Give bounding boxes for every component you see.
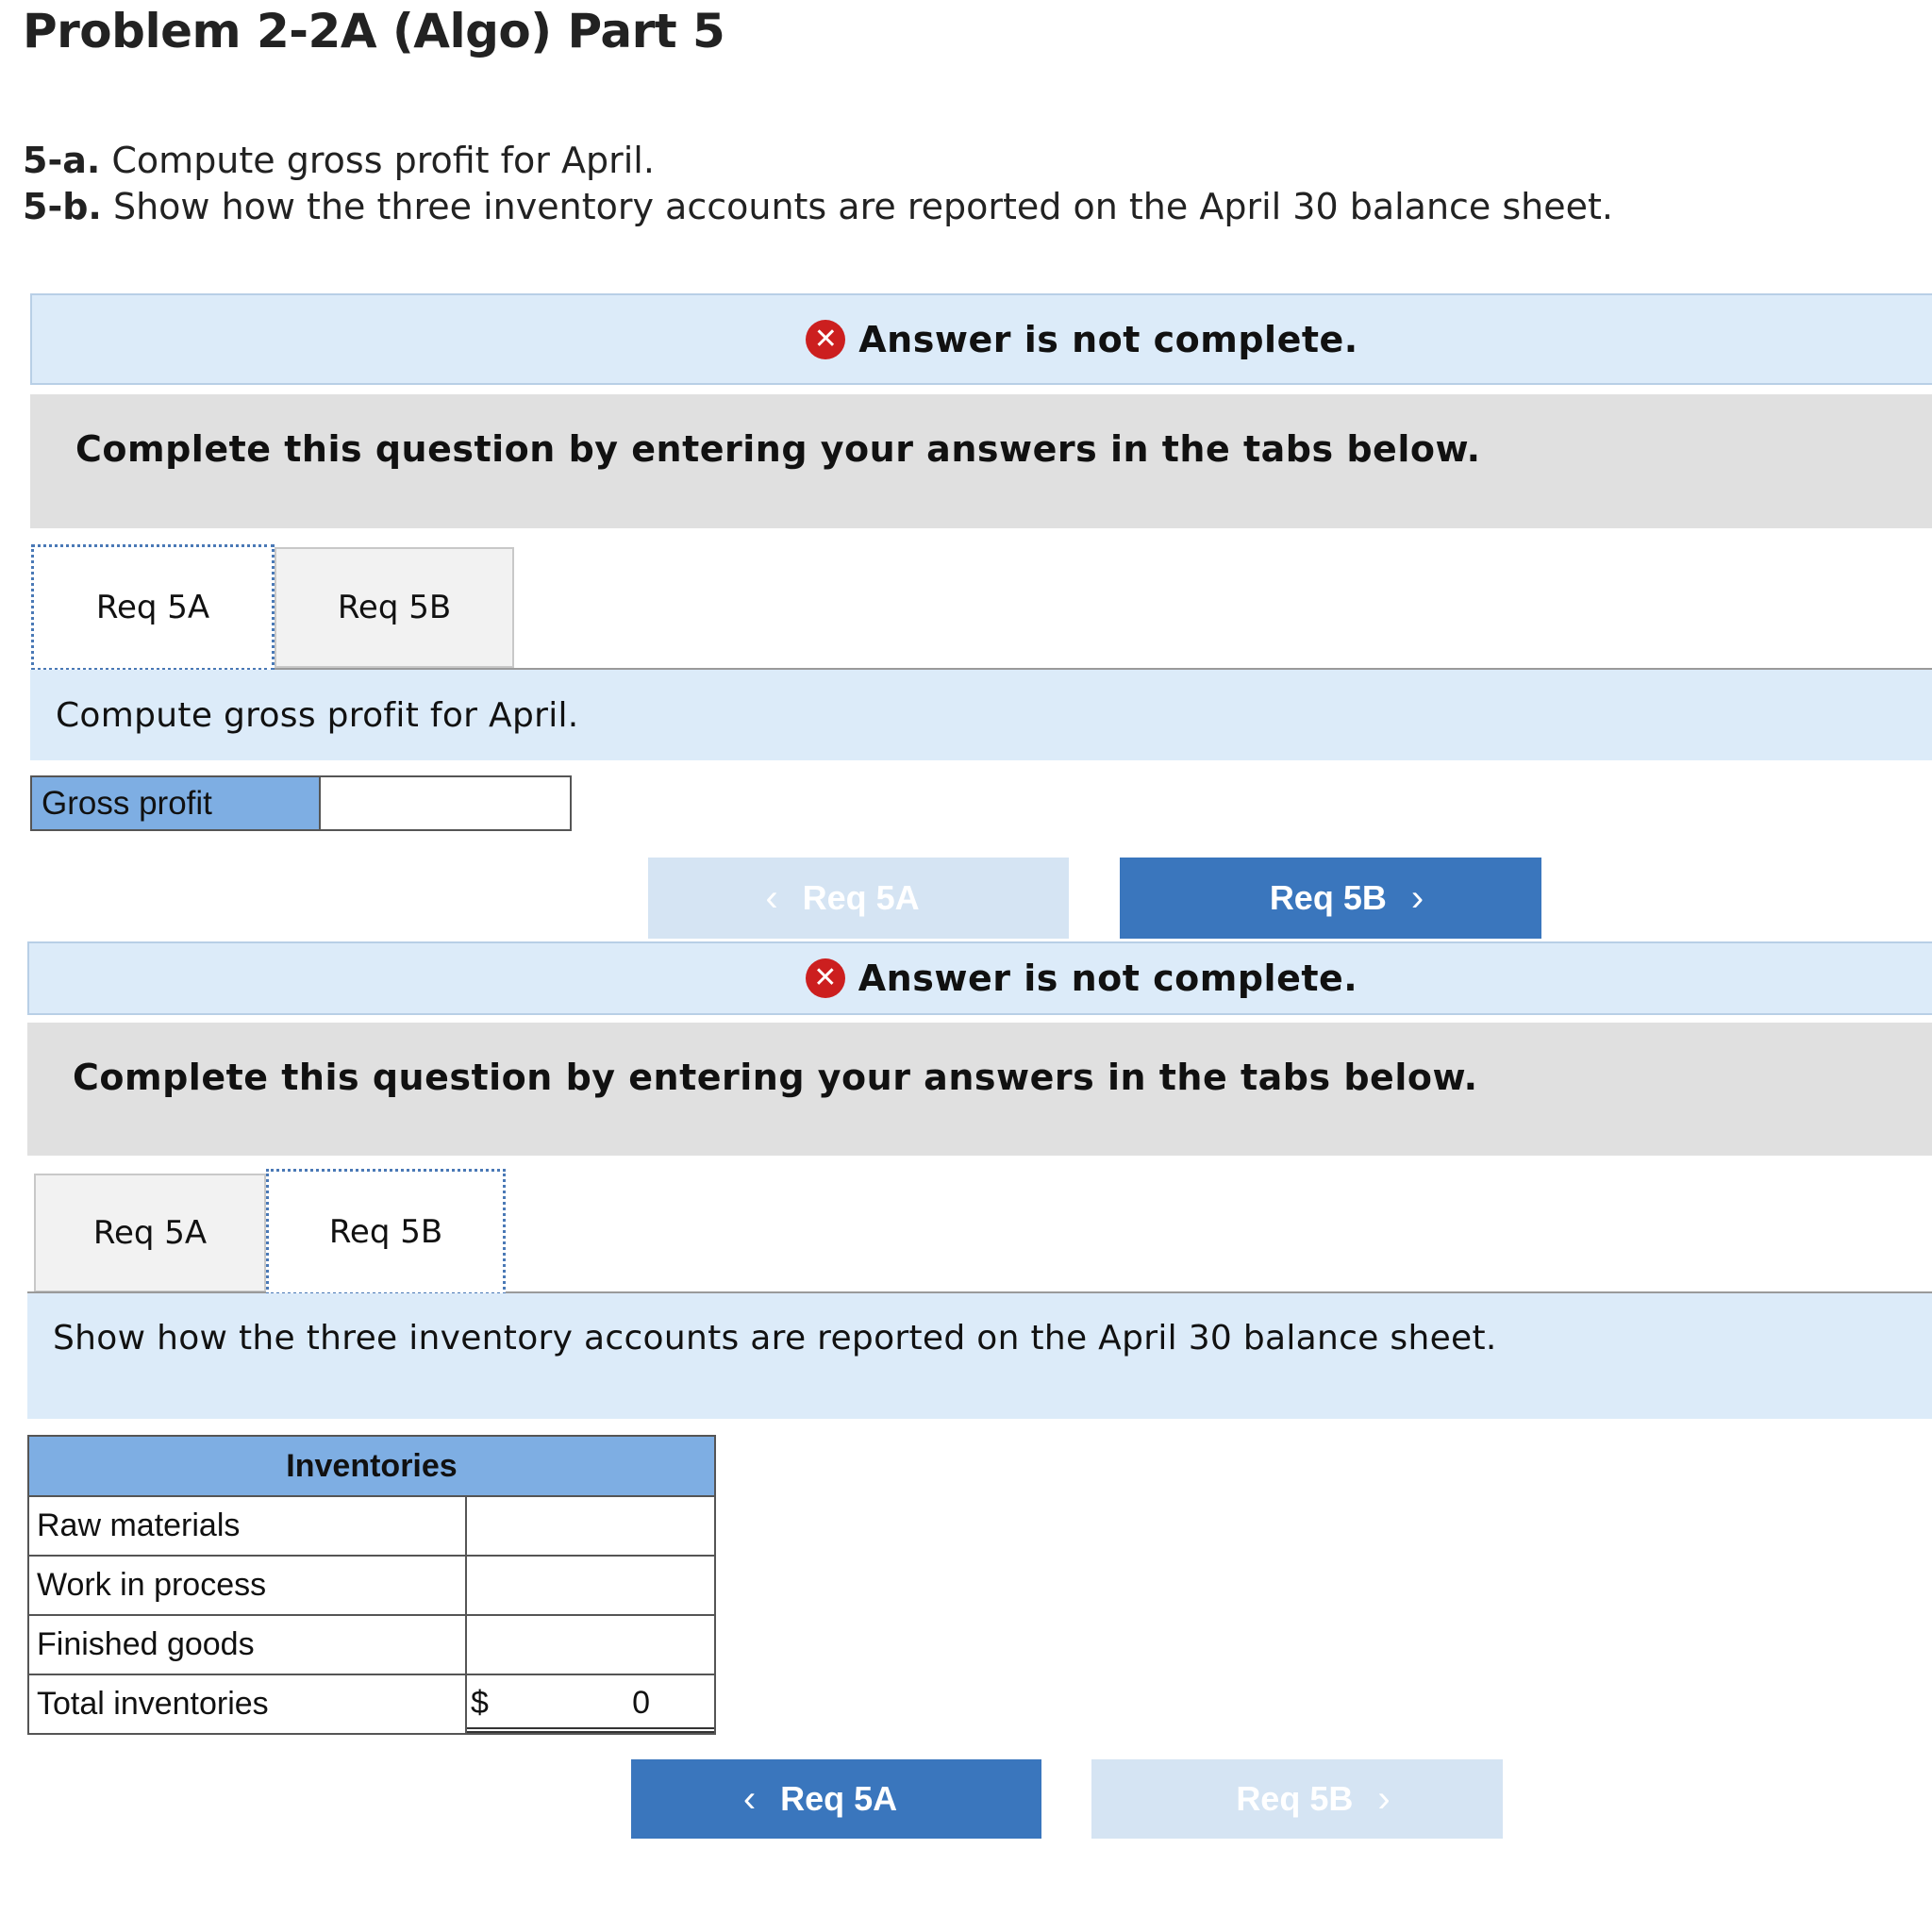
total-inventories-value: 0: [632, 1685, 650, 1721]
prompt-bar-b: [27, 1293, 1932, 1419]
prompt-text-b: Show how the three inventory accounts are reported on the April 30 balance sheet.: [53, 1319, 1497, 1357]
table-row: [28, 1496, 715, 1556]
button-label: Req 5B: [1236, 1779, 1354, 1818]
next-req-5b-button-a[interactable]: [1120, 858, 1541, 939]
tab-label: Req 5B: [328, 1213, 443, 1251]
question-5a: [23, 140, 655, 181]
total-inventories-label: Total inventories: [28, 1674, 466, 1734]
tab-req-5a[interactable]: [31, 544, 275, 671]
finished-goods-input[interactable]: [466, 1615, 715, 1674]
finished-goods-label: Finished goods: [28, 1615, 466, 1674]
gross-profit-label: Gross profit: [30, 775, 321, 831]
instructions-box-a: [30, 394, 1932, 528]
chevron-right-icon: ›: [1377, 1777, 1391, 1820]
table-row: [28, 1556, 715, 1615]
raw-materials-input[interactable]: [466, 1496, 715, 1556]
tab-req-5b[interactable]: [275, 547, 514, 668]
button-label: Req 5A: [802, 878, 920, 917]
status-banner-b: [27, 941, 1932, 1015]
tab-req-5b[interactable]: [266, 1169, 506, 1295]
work-in-process-label: Work in process: [28, 1556, 466, 1615]
instructions-text-b: Complete this question by entering your answers in the tabs below.: [73, 1057, 1478, 1098]
instructions-text-a: Complete this question by entering your answers in the tabs below.: [75, 428, 1481, 470]
button-label: Req 5B: [1269, 878, 1387, 917]
tab-label: Req 5A: [92, 1214, 208, 1252]
question-5a-text: Compute gross profit for April.: [111, 140, 655, 181]
status-banner-a: [30, 293, 1932, 385]
total-inventories-cell: [466, 1674, 715, 1734]
prev-req-5a-button-b[interactable]: [631, 1759, 1041, 1839]
next-req-5b-button-b[interactable]: [1091, 1759, 1503, 1839]
question-5a-label: 5-a.: [23, 140, 101, 181]
question-5b: [23, 186, 1613, 227]
error-icon: ✕: [806, 320, 845, 359]
gross-profit-input[interactable]: [321, 775, 572, 831]
tab-label: Req 5A: [95, 589, 210, 626]
work-in-process-input[interactable]: [466, 1556, 715, 1615]
raw-materials-label: Raw materials: [28, 1496, 466, 1556]
table-row: [28, 1674, 715, 1734]
question-5b-label: 5-b.: [23, 186, 102, 227]
error-icon: ✕: [806, 958, 845, 998]
inventories-table: [27, 1435, 716, 1735]
currency-symbol: $: [471, 1685, 489, 1721]
status-text-b: Answer is not complete.: [858, 958, 1358, 999]
tab-label: Req 5B: [337, 589, 452, 626]
chevron-right-icon: ›: [1410, 876, 1424, 919]
tab-req-5a[interactable]: [34, 1174, 266, 1292]
button-label: Req 5A: [780, 1779, 898, 1818]
chevron-left-icon: ‹: [742, 1777, 757, 1820]
page-title: Problem 2-2A (Algo) Part 5: [23, 4, 725, 58]
inventories-header: Inventories: [28, 1436, 715, 1496]
instructions-box-b: [27, 1023, 1932, 1156]
question-5b-text: Show how the three inventory accounts are reported on the April 30 balance sheet.: [112, 186, 1613, 227]
chevron-left-icon: ‹: [765, 876, 778, 919]
table-row: [28, 1615, 715, 1674]
prompt-bar-a: [30, 670, 1932, 760]
status-text-a: Answer is not complete.: [858, 318, 1358, 360]
prev-req-5a-button-a[interactable]: [648, 858, 1069, 939]
prompt-text-a: Compute gross profit for April.: [56, 696, 579, 735]
